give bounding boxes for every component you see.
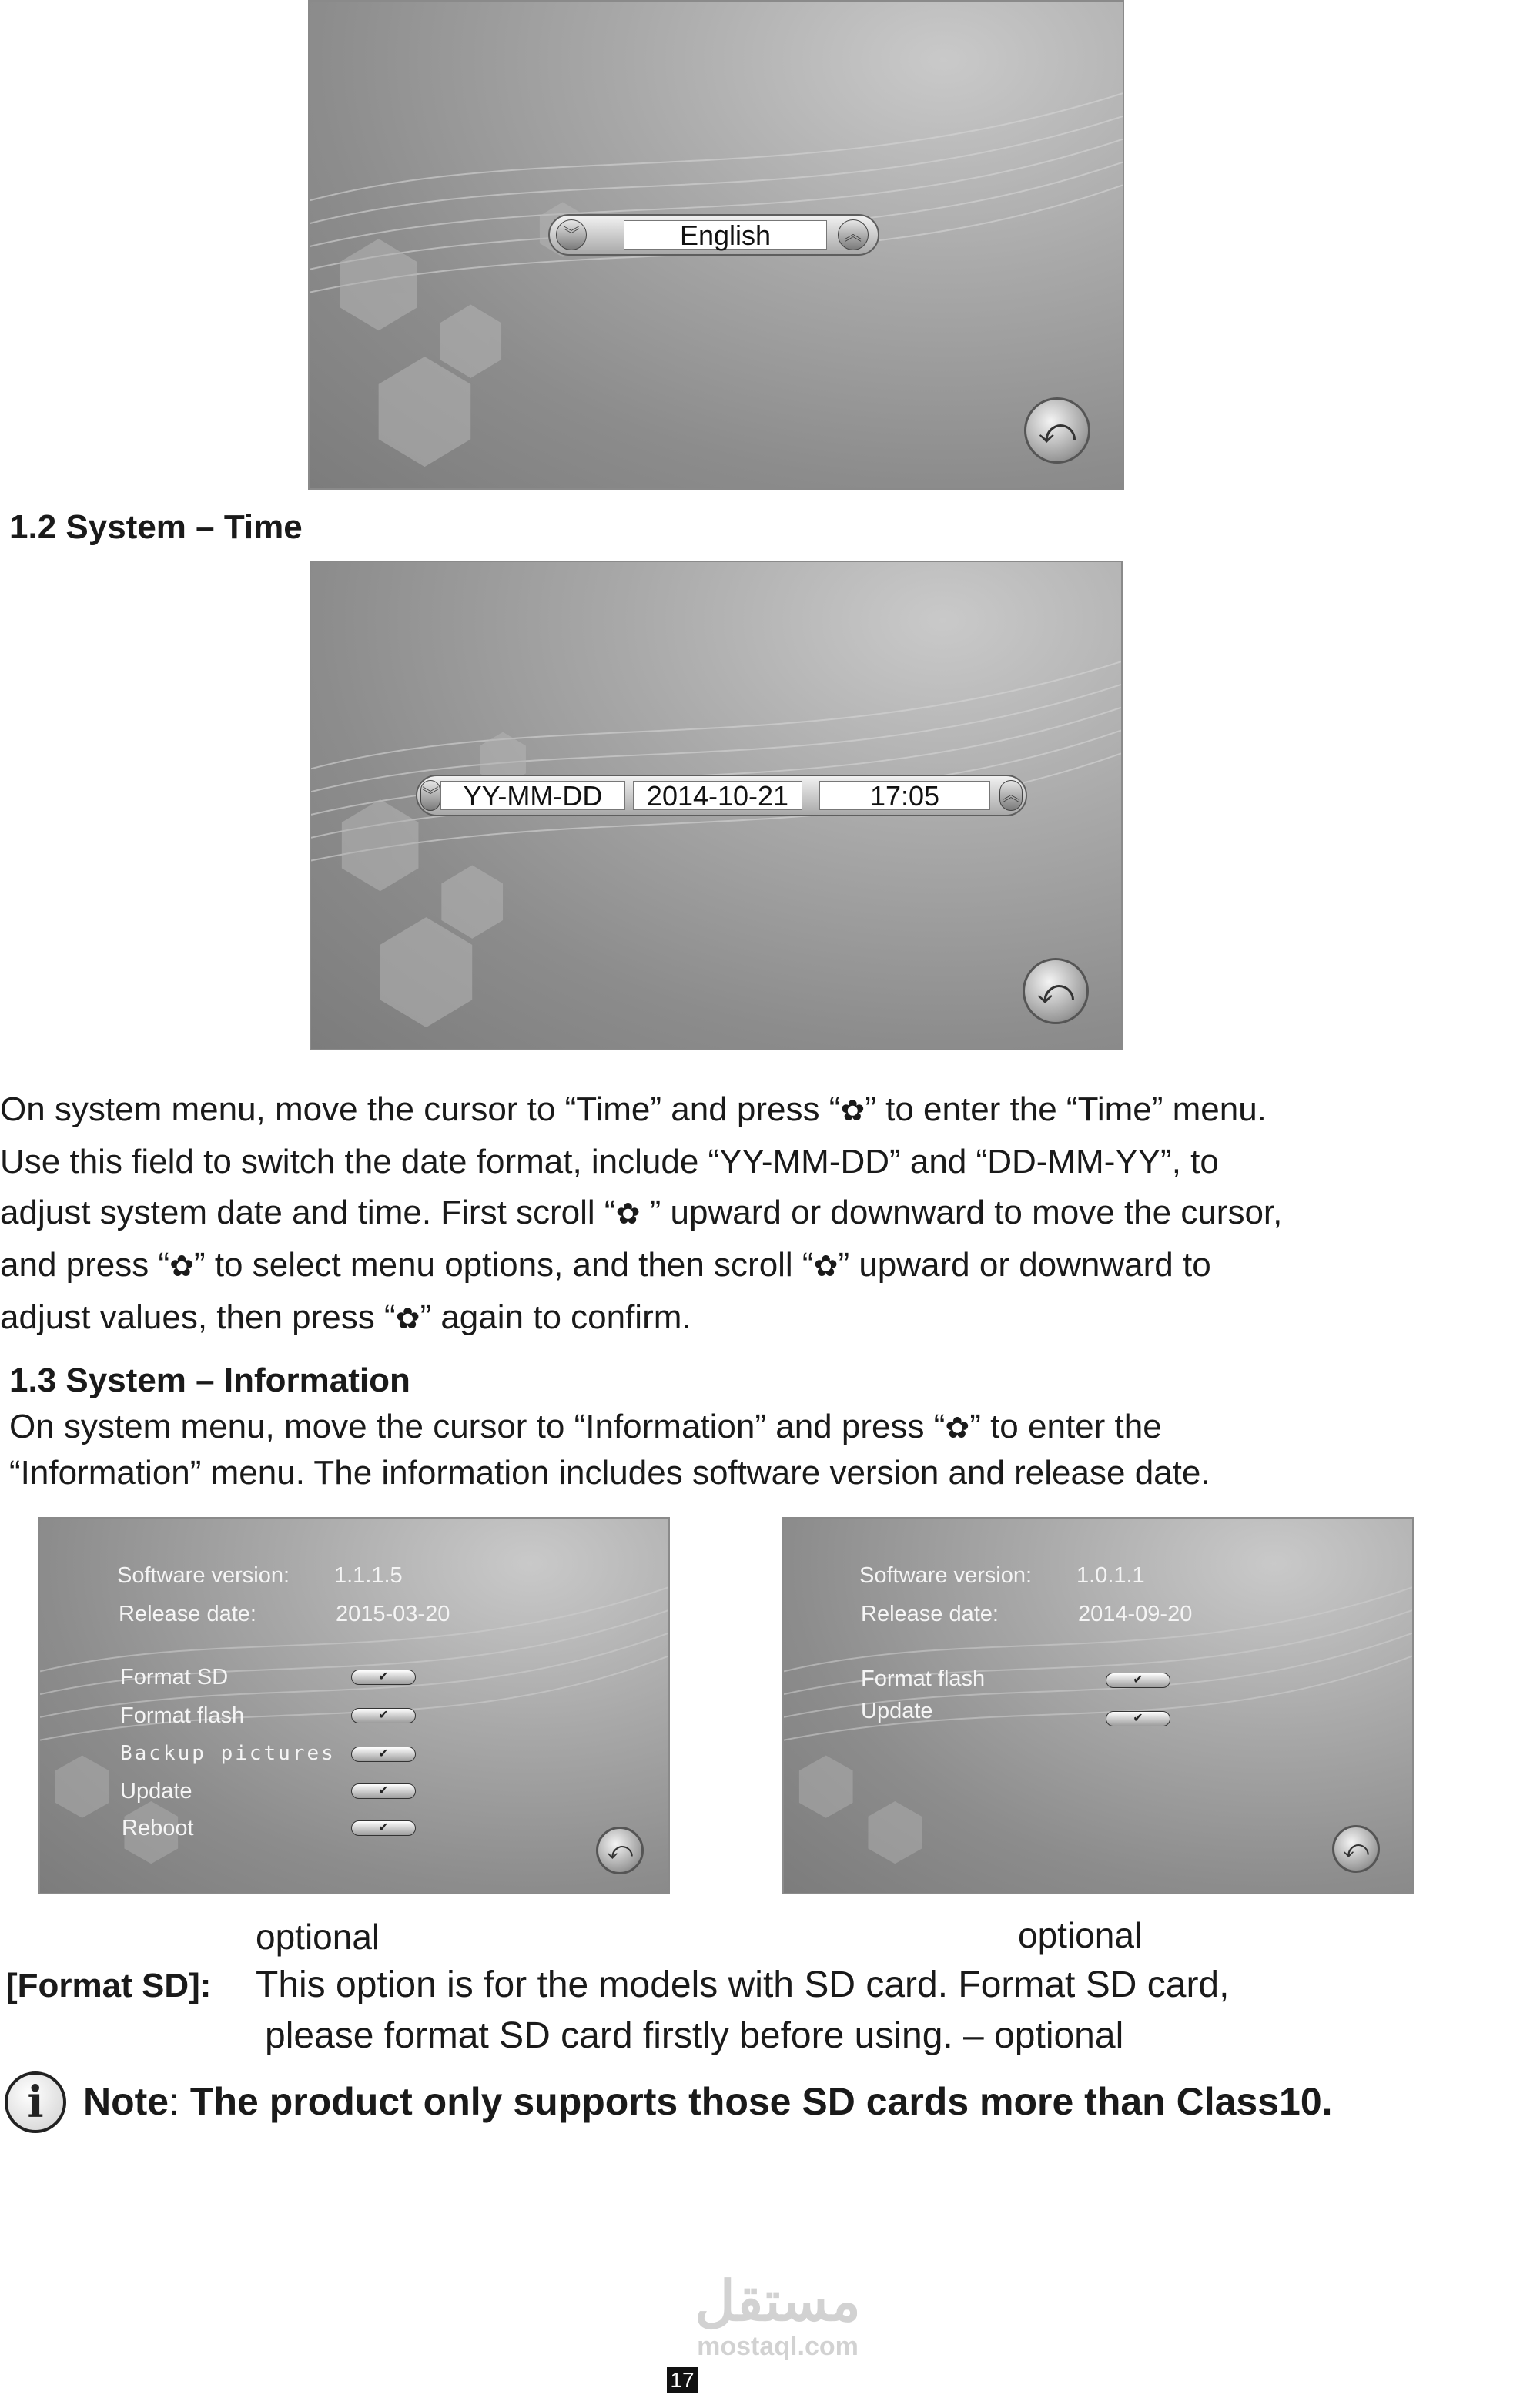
time-screen (310, 561, 1123, 1050)
information-paragraph (9, 1405, 1518, 1495)
watermark-latin: mostaql.com (697, 2332, 859, 2361)
software-version-label: Software version: (859, 1563, 1033, 1588)
information-screen-right (782, 1517, 1414, 1894)
software-version-value: 1.0.1.1 (1076, 1563, 1145, 1588)
time-paragraph-line-2: Use this field to switch the date format, include “YY-MM-DD” and “DD-MM-YY”, to (0, 1143, 1219, 1181)
double-chevron-down-icon[interactable]: ︾ (420, 780, 440, 811)
note-text: The product only supports those SD cards more than Class10. (179, 2080, 1333, 2123)
format-sd-line-2: please format SD card firstly before using. – optional (265, 2015, 1124, 2056)
menu-item-update[interactable]: Update (861, 1699, 933, 1723)
left-screen-caption: optional (256, 1917, 380, 1957)
menu-item-reboot[interactable]: Reboot (122, 1816, 194, 1840)
right-screen-caption: optional (1018, 1915, 1143, 1955)
information-screen-left (38, 1517, 670, 1894)
release-date-value: 2015-03-20 (336, 1602, 450, 1626)
update-confirm-button[interactable]: ✔ (351, 1783, 416, 1799)
format-sd-confirm-button[interactable]: ✔ (351, 1670, 416, 1685)
language-selector[interactable] (548, 214, 879, 256)
time-selector[interactable] (416, 775, 1027, 816)
gear-icon: ✿ (945, 1412, 970, 1445)
format-sd-label: [Format SD]: (6, 1967, 212, 2004)
language-value: English (624, 220, 827, 250)
watermark-arabic: مستقل (695, 2271, 861, 2333)
backup-pictures-confirm-button[interactable]: ✔ (351, 1747, 416, 1762)
page-number: 17 (667, 2367, 698, 2393)
language-screen (308, 0, 1124, 490)
time-paragraph-line-5: adjust values, then press “✿” again to confirm. (0, 1292, 1525, 1345)
gear-icon: ✿ (169, 1251, 194, 1283)
menu-item-backup-pictures[interactable]: Backup pictures (120, 1742, 336, 1765)
time-paragraph (0, 1084, 1525, 1345)
time-section-heading: 1.2 System – Time (9, 508, 303, 546)
release-date-label: Release date: (119, 1602, 256, 1626)
date-field[interactable]: 2014-10-21 (633, 781, 802, 810)
gear-icon: ✿ (615, 1198, 641, 1231)
format-sd-line-1: This option is for the models with SD card. Format SD card, (256, 1964, 1230, 2005)
time-paragraph-line-1: On system menu, move the cursor to “Time” and press “✿” to enter the “Time” menu. (0, 1084, 1525, 1137)
format-flash-confirm-button[interactable]: ✔ (351, 1708, 416, 1723)
gear-icon: ✿ (395, 1303, 420, 1335)
info-icon: i (5, 2071, 66, 2133)
gear-icon: ✿ (840, 1095, 865, 1127)
software-version-value: 1.1.1.5 (334, 1563, 403, 1588)
menu-item-format-sd[interactable]: Format SD (120, 1665, 229, 1690)
note-colon: : (169, 2080, 180, 2123)
return-icon[interactable]: ⤺ (596, 1827, 644, 1874)
reboot-confirm-button[interactable]: ✔ (351, 1820, 416, 1836)
information-section-heading: 1.3 System – Information (9, 1361, 410, 1399)
information-paragraph-line-2: “Information” menu. The information includes software version and release date. (9, 1454, 1210, 1492)
return-icon[interactable]: ⤺ (1332, 1825, 1380, 1873)
information-paragraph-line-1: On system menu, move the cursor to “Information” and press “✿” to enter the (9, 1405, 1518, 1451)
note-label: Note (83, 2080, 169, 2123)
release-date-label: Release date: (861, 1602, 999, 1626)
menu-item-format-flash[interactable]: Format flash (861, 1666, 986, 1691)
double-chevron-down-icon[interactable]: ︾ (556, 219, 587, 250)
double-chevron-up-icon[interactable]: ︽ (999, 780, 1023, 811)
menu-item-update[interactable]: Update (120, 1779, 192, 1804)
return-icon[interactable]: ⤺ (1023, 958, 1089, 1024)
note (83, 2079, 1333, 2124)
time-paragraph-line-4: and press “✿” to select menu options, and then scroll “✿” upward or downward to (0, 1240, 1525, 1292)
double-chevron-up-icon[interactable]: ︽ (838, 219, 869, 250)
gear-icon: ✿ (813, 1251, 839, 1283)
date-format-field[interactable]: YY-MM-DD (440, 781, 625, 810)
software-version-label: Software version: (117, 1563, 290, 1588)
release-date-value: 2014-09-20 (1078, 1602, 1193, 1626)
format-flash-confirm-button[interactable]: ✔ (1106, 1673, 1170, 1688)
return-icon[interactable]: ⤺ (1024, 397, 1090, 464)
menu-item-format-flash[interactable]: Format flash (120, 1703, 245, 1728)
time-field[interactable]: 17:05 (819, 781, 990, 810)
update-confirm-button[interactable]: ✔ (1106, 1711, 1170, 1726)
time-paragraph-line-3: adjust system date and time. First scroll “✿ ” upward or downward to move the cursor, (0, 1187, 1525, 1240)
